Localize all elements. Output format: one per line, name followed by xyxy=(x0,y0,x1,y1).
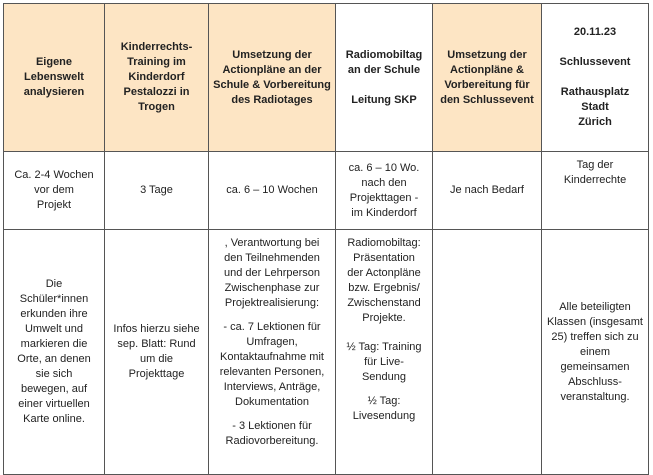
duration-cell-training: 3 Tage xyxy=(105,152,209,230)
project-timeline-table xyxy=(3,3,649,475)
duration-cell-schlussevent: Tag der Kinderrechte xyxy=(542,152,649,230)
description-cell-umsetzung-radiotag xyxy=(209,230,336,475)
duration-cell-lebenswelt: Ca. 2-4 Wochen vor dem Projekt xyxy=(4,152,105,230)
description-row xyxy=(4,230,649,475)
duration-cell-umsetzung-radiotag: ca. 6 – 10 Wochen xyxy=(209,152,336,230)
duration-row xyxy=(4,152,649,230)
duration-cell-radiomobiltag: ca. 6 – 10 Wo. nach den Projekttagen - im Kinderdorf xyxy=(336,152,433,230)
description-cell-schlussevent: Alle beteiligten Klassen (insgesamt 25) treffen sich zu einem gemeinsamen Abschluss- veranstaltung. xyxy=(542,230,649,475)
header-cell-lebenswelt: Eigene Lebenswelt analysieren xyxy=(4,4,105,152)
header-cell-radiomobiltag: Radiomobiltag an der Schule Leitung SKP xyxy=(336,4,433,152)
header-cell-schlussevent: 20.11.23 Schlussevent Rathausplatz Stadt Zürich xyxy=(542,4,649,152)
description-paragraph: , Verantwortung bei den Teilnehmenden und der Lehrperson Zwischenphase zur Projektrealisierung: xyxy=(223,237,320,309)
description-paragraph: - ca. 7 Lektionen für Umfragen, Kontaktaufnahme mit relevanten Personen, Interviews, Anträge, Dokumentation xyxy=(219,321,325,408)
description-cell-radiomobiltag xyxy=(336,230,433,475)
description-paragraph: ½ Tag: Livesendung xyxy=(352,395,416,422)
description-paragraph: Radiomobiltag: Präsentation der Actonpläne bzw. Ergebnis/ Zwischenstand Projekte. xyxy=(347,237,421,324)
header-cell-umsetzung-radiotag: Umsetzung der Actionpläne an der Schule & Vorbereitung des Radiotages xyxy=(209,4,336,152)
duration-cell-umsetzung-schlussevent: Je nach Bedarf xyxy=(433,152,542,230)
description-cell-lebenswelt: Die Schüler*innen erkunden ihre Umwelt und markieren die Orte, an denen sie sich bewegen, auf einer virtuellen Karte online. xyxy=(4,230,105,475)
description-cell-umsetzung-schlussevent xyxy=(433,230,542,475)
description-paragraph: ½ Tag: Training für Live- Sendung xyxy=(346,341,422,383)
header-cell-training: Kinderrechts- Training im Kinderdorf Pestalozzi in Trogen xyxy=(105,4,209,152)
description-cell-training: Infos hierzu siehe sep. Blatt: Rund um die Projekttage xyxy=(105,230,209,475)
header-cell-umsetzung-schlussevent: Umsetzung der Actionpläne & Vorbereitung für den Schlussevent xyxy=(433,4,542,152)
description-paragraph: - 3 Lektionen für Radiovorbereitung. xyxy=(225,420,319,447)
header-row xyxy=(4,4,649,152)
